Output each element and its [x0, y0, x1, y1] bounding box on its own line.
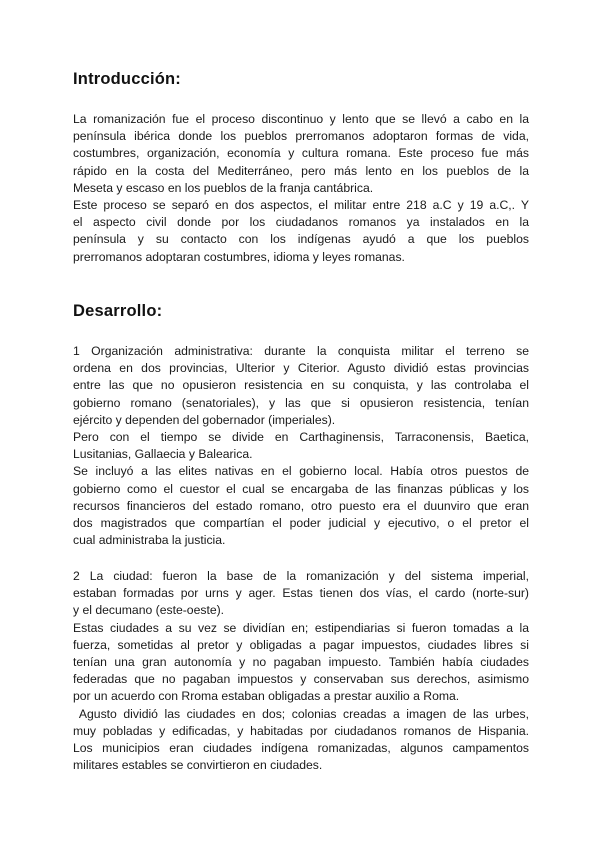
text-line: gobierno romano (senatoriales), y las que si opusieron resistencia, tenían	[73, 395, 529, 410]
text-line: por un acuerdo con Rroma estaban obligadas a prestar auxilio a Roma.	[73, 689, 460, 704]
text-line: Este proceso se separó en dos aspectos, el militar entre 218 a.C y 19 a.C,. Y	[73, 198, 529, 213]
text-line: estaban formadas por urns y ager. Estas tienen dos vías, el cardo (norte-sur)	[73, 586, 529, 601]
text-line: Meseta y escaso en los pueblos de la franja cantábrica.	[73, 180, 374, 195]
text-line: península y su contacto con los indígenas ayudó a que los pueblos	[73, 232, 529, 247]
text-line: rápido en la costa del Mediterráneo, pero más lento en los pueblos de la	[73, 163, 529, 178]
text-line: 1 Organización administrativa: durante la conquista militar el terreno se	[73, 344, 529, 358]
development-section-1	[73, 343, 529, 549]
text-line: ordena en dos provincias, Ulterior y Citerior. Agusto dividió estas provincias	[73, 361, 529, 376]
text-line: y el decumano (este-oeste).	[73, 603, 225, 618]
text-line: 2 La ciudad: fueron la base de la romanización y del sistema imperial,	[73, 569, 529, 583]
text-line: gobierno como el cuestor el cual se encargaba de las finanzas públicas y los	[73, 481, 529, 496]
text-line: ejército y dependen del gobernador (imperiales).	[73, 412, 336, 427]
text-line: muy pobladas y edificadas, y habitadas por ciudadanos romanos de Hispania.	[73, 723, 529, 738]
development-heading: Desarrollo:	[73, 302, 163, 320]
text-line: península ibérica donde los pueblos prerromanos adoptaron formas de vida,	[73, 129, 529, 144]
intro-heading: Introducción:	[73, 70, 182, 88]
text-line: Estas ciudades a su vez se dividían en; estipendiarias si fueron tomadas a la	[73, 620, 529, 635]
text-line: Pero con el tiempo se divide en Carthaginensis, Tarraconensis, Baetica,	[73, 430, 529, 445]
text-line: cual administraba la justicia.	[73, 533, 226, 548]
text-line: fuerza, sometidas al pretor y obligadas a pagar impuestos, ciudades libres si	[73, 637, 529, 652]
text-line: prerromanos adoptaran costumbres, idioma y leyes romanas.	[73, 249, 405, 264]
text-line: Agusto dividió las ciudades en dos; colonias creadas a imagen de las urbes,	[73, 706, 529, 721]
text-line: recursos financieros del estado romano, otro puesto era el duunviro que eran	[73, 498, 529, 513]
text-line: tenían una gran autonomía y no pagaban impuesto. También había ciudades	[73, 655, 529, 670]
intro-paragraph	[73, 111, 529, 266]
text-line: costumbres, organización, economía y cultura romana. Este proceso fue más	[73, 146, 529, 161]
text-line: entre las que no opusieron resistencia en su conquista, y las controlaba el	[73, 378, 529, 393]
text-line: el aspecto civil donde por los ciudadanos romanos ya instalados en la	[73, 215, 529, 230]
text-line: La romanización fue el proceso discontinuo y lento que se llevó a cabo en la	[73, 112, 529, 126]
text-line: militares estables se convirtieron en ciudades.	[73, 758, 323, 773]
text-line: Se incluyó a las elites nativas en el gobierno local. Había otros puestos de	[73, 464, 529, 479]
text-line: federadas que no pagaban impuestos y conservaban sus derechos, asimismo	[73, 672, 529, 687]
text-line: Los municipios eran ciudades indígena romanizadas, algunos campamentos	[73, 741, 529, 756]
development-section-2	[73, 568, 529, 774]
text-line: dos magistrados que compartían el poder judicial y ejecutivo, o el pretor el	[73, 516, 529, 531]
text-line: Lusitanias, Gallaecia y Balearica.	[73, 447, 253, 462]
